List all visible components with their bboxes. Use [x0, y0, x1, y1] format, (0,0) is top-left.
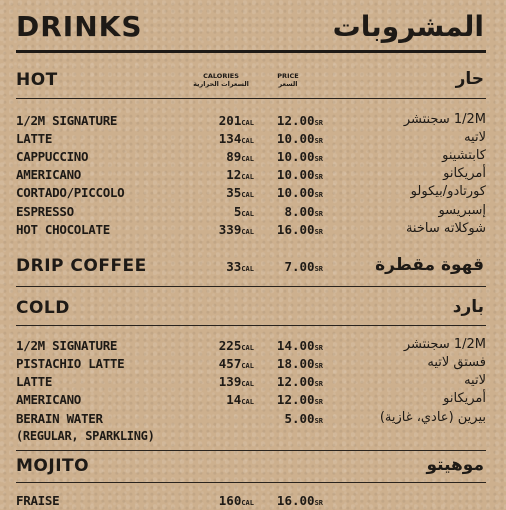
drip-divider — [16, 286, 486, 287]
section-cold-ar: بارد — [452, 297, 484, 317]
menu-row-sub: (REGULAR, SPARKLING) — [16, 429, 155, 443]
section-mojito-ar: موهيتو — [426, 455, 484, 475]
menu-row: CORTADO/PICCOLO 35CAL 10.00SR كورتادو/بيكولو — [16, 184, 486, 200]
menu-row: BERAIN WATER 5.00SR بيرين (عادي، غازية) — [16, 410, 486, 426]
menu-row: 1/2M SIGNATURE 225CAL 14.00SR 1/2M سجنتشر — [16, 337, 486, 353]
drip-row: 33CAL 7.00SR — [226, 259, 323, 274]
title-divider — [16, 50, 486, 53]
section-cold-en: COLD — [16, 298, 70, 318]
calories-header: CALORIES السعرات الحرارية — [193, 72, 249, 88]
section-mojito-en: MOJITO — [16, 456, 90, 476]
menu-row: FRAISE 160CAL 16.00SR — [16, 493, 323, 508]
menu-row: LATTE 134CAL 10.00SR لاتيه — [16, 130, 486, 146]
section-drip-en: DRIP COFFEE — [16, 256, 147, 276]
section-hot-ar: حار — [455, 69, 484, 89]
cold-divider — [16, 325, 486, 326]
section-drip-ar: قهوة مقطرة — [375, 255, 484, 275]
mojito-top-divider — [16, 450, 486, 451]
menu-row: 1/2M SIGNATURE 201CAL 12.00SR 1/2M سجنتشر — [16, 112, 486, 128]
mojito-divider — [16, 482, 486, 483]
section-hot-en: HOT — [16, 70, 58, 90]
menu-row: CAPPUCCINO 89CAL 10.00SR كابتشينو — [16, 148, 486, 164]
menu-row: PISTACHIO LATTE 457CAL 18.00SR فستق لاتيه — [16, 355, 486, 371]
menu-row: HOT CHOCOLATE 339CAL 16.00SR شوكلاته ساخنة — [16, 221, 486, 237]
menu-row: AMERICANO 14CAL 12.00SR أمريكانو — [16, 391, 486, 407]
menu-row: LATTE 139CAL 12.00SR لاتيه — [16, 373, 486, 389]
page-title-en: DRINKS — [16, 10, 143, 43]
menu-row: ESPRESSO 5CAL 8.00SR إسبريسو — [16, 203, 486, 219]
page-title-ar: المشروبات — [332, 10, 484, 43]
menu-row: AMERICANO 12CAL 10.00SR أمريكانو — [16, 166, 486, 182]
price-header: PRICE السعر — [277, 72, 299, 88]
hot-divider — [16, 98, 486, 99]
